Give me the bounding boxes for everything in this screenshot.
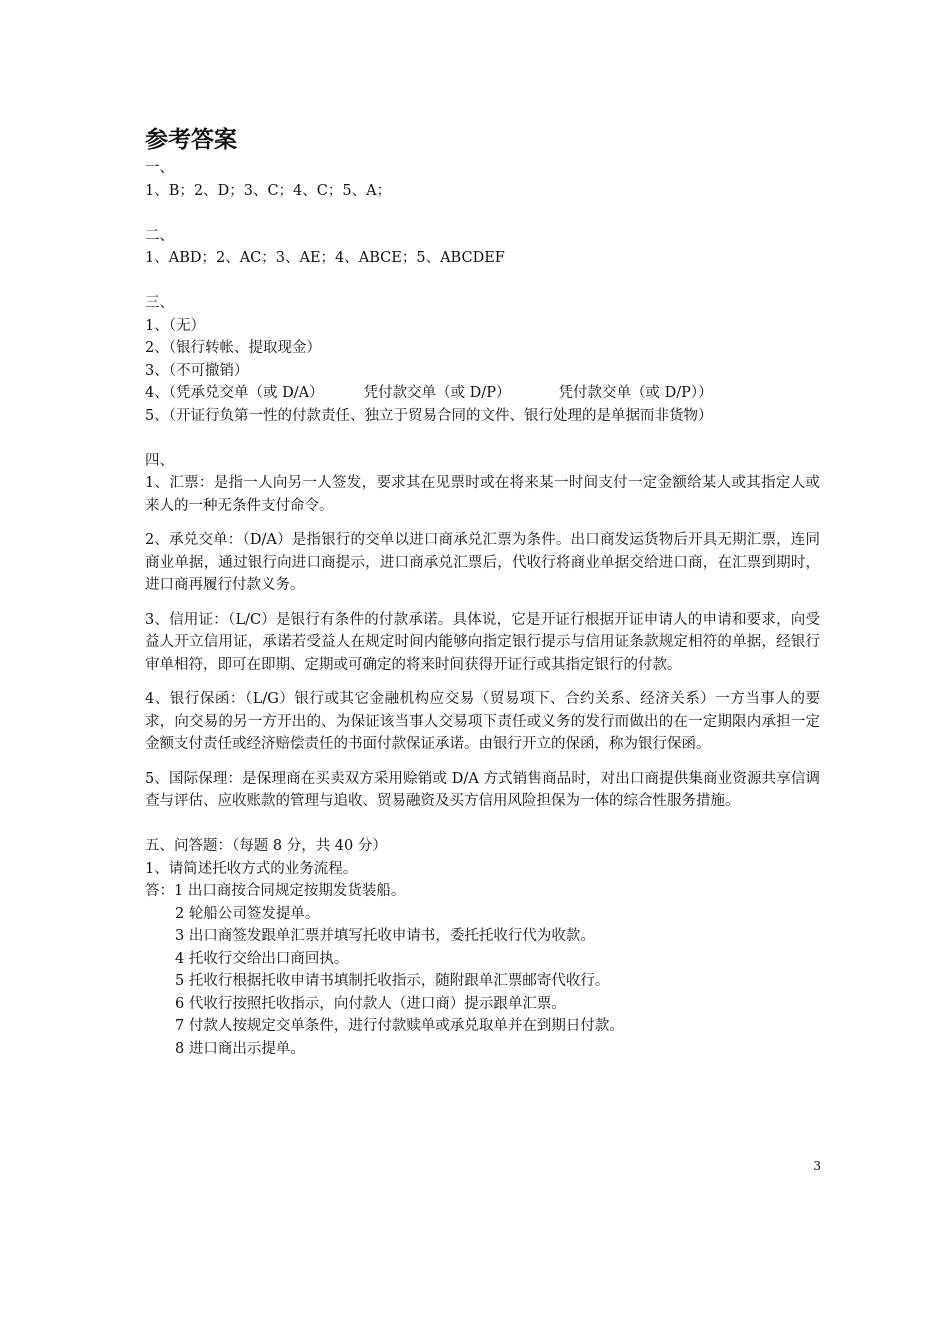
section2-answers: 1、ABD；2、AC；3、AE；4、ABCE；5、ABCDEF	[145, 250, 505, 266]
definition-paragraph: 2、承兑交单：（D/A）是指银行的交单以进口商承兑汇票为条件。出口商发运货物后开具无期汇票，连同商业单据，通过银行向进口商提示，进口商承兑汇票后，代收行将商业单据交给进口商，在汇票到期时，进口商再履行付款义务。	[145, 532, 820, 593]
item4-prefix: 4、（凭承兑交单（或 D/A）	[145, 385, 324, 401]
spacer	[145, 270, 820, 293]
section3-item-5: 5、（开证行负第一性的付款责任、独立于贸易合同的文件、银行处理的是单据而非货物）	[145, 407, 713, 424]
answer-step: 5 托收行根据托收申请书填制托收指示，随附跟单汇票邮寄代收行。	[175, 973, 610, 989]
definition-paragraph: 5、国际保理：是保理商在买卖双方采用赊销或 D/A 方式销售商品时，对出口商提供集商业资源共享信调查与评估、应收账款的管理与追收、贸易融资及买方信用风险担保为一体的综合性服务措施。	[145, 770, 820, 809]
section1-heading: 一、	[145, 160, 174, 176]
spacer	[145, 676, 820, 688]
section1-answers: 1、B；2、D；3、C；4、C；5、A；	[145, 182, 392, 199]
definition-paragraph: 3、信用证：（L/C）是银行有条件的付款承诺。具体说，它是开证行根据开证申请人的申请和要求，向受益人开立信用证，承诺若受益人在规定时间内能够向指定银行提示与信用证条款规定相符的单据，经银行审单相符，即可在即期、定期或可确定的将来时间获得开证行或其指定银行的付款。	[145, 611, 820, 673]
section4-heading: 四、	[145, 452, 174, 469]
section3-item-4	[145, 382, 820, 405]
section3-item-3: 3、（不可撤销）	[145, 362, 249, 379]
definition-paragraph: 4、银行保函：（L/G）银行或其它金融机构应交易（贸易项下、合约关系、经济关系）一方当事人的要求，向交易的另一方开出的、为保证该当事人交易项下责任或义务的发行而做出的在一定期限内承担一定金额支付责任或经济赔偿责任的书面付款保证承诺。由银行开立的保函，称为银行保函。	[145, 691, 820, 752]
answer-step: 2 轮船公司签发提单。	[175, 905, 320, 922]
spacer	[145, 427, 820, 450]
item4-part2: 凭付款交单（或 D/P）	[363, 385, 511, 401]
section2-heading: 二、	[145, 227, 174, 244]
answer-step: 答：1 出口商按合同规定按期发货装船。	[145, 883, 406, 899]
answer-step: 4 托收行交给出口商回执。	[175, 950, 349, 967]
section5-question: 1、请简述托收方式的业务流程。	[145, 860, 358, 877]
answer-step: 6 代收行按照托收指示，向付款人（进口商）提示跟单汇票。	[175, 995, 566, 1012]
page-number: 3	[813, 1159, 821, 1173]
definition-paragraph: 1、汇票：是指一人向另一人签发，要求其在见票时或在将来某一时间支付一定金额给某人或其指定人或来人的一种无条件支付命令。	[145, 475, 820, 514]
spacer	[145, 756, 820, 768]
spacer	[145, 202, 820, 225]
spacer	[145, 813, 820, 836]
answer-step: 3 出口商签发跟单汇票并填写托收申请书，委托托收行代为收款。	[175, 928, 595, 944]
spacer	[145, 517, 820, 529]
answer-step: 8 进口商出示提单。	[175, 1040, 305, 1057]
item4-part3: 凭付款交单（或 D/P））	[558, 385, 713, 401]
section3-heading: 三、	[145, 295, 174, 311]
section5-heading: 五、问答题：（每题 8 分，共 40 分）	[145, 838, 387, 854]
answer-step: 7 付款人按规定交单条件，进行付款赎单或承兑取单并在到期日付款。	[175, 1018, 624, 1034]
section3-item-1: 1、（无）	[145, 317, 205, 334]
answer-content	[145, 123, 820, 1060]
page-title: 参考答案	[145, 127, 237, 153]
section3-item-2: 2、（银行转帐、提取现金）	[145, 340, 321, 356]
spacer	[145, 597, 820, 609]
